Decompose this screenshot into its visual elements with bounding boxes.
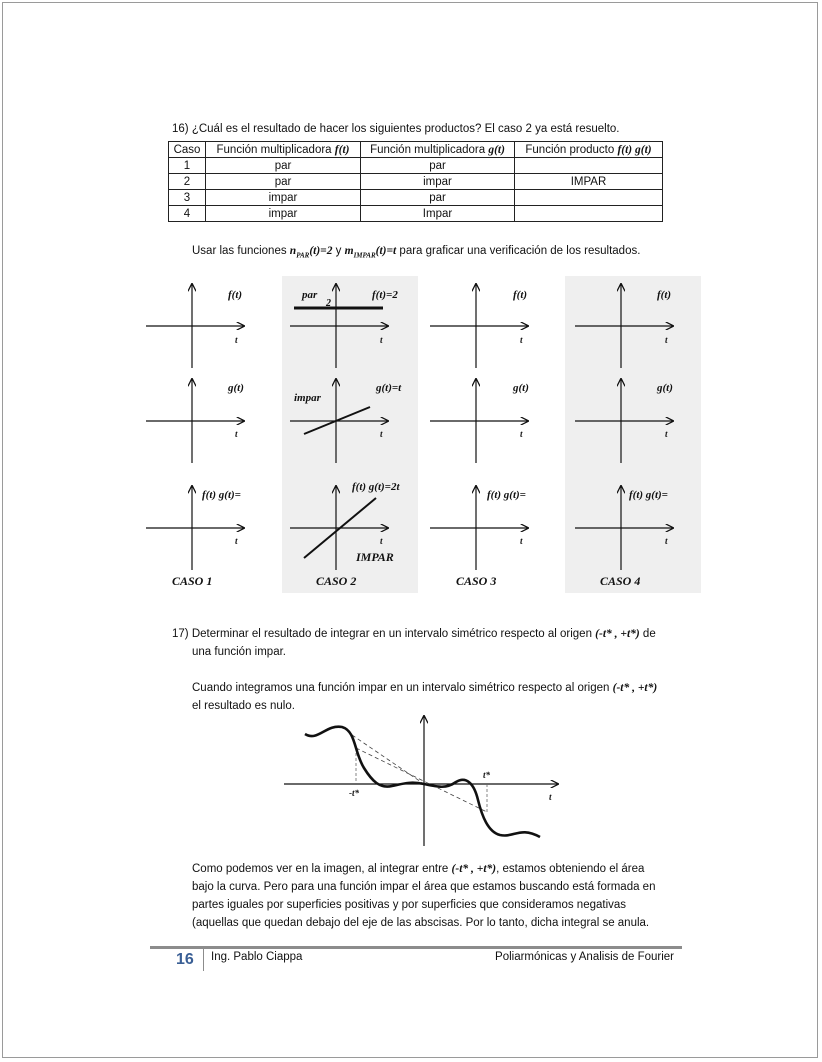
table-cell: Impar xyxy=(361,206,515,222)
label-fg: f(t) g(t)= xyxy=(629,489,668,501)
label-neg-t: -t* xyxy=(349,788,359,798)
question-17: 17) Determinar el resultado de integrar en un intervalo simétrico respecto al origen (-t* , +t*) de xyxy=(172,628,656,640)
footer-separator xyxy=(203,949,204,971)
answer-17-line2: el resultado es nulo. xyxy=(192,700,295,712)
instruction-text: Usar las funciones $n_{PAR}(t)=2$ y $m_{IMPAR}(t)=t$ para graficar una verificación de los resultados. xyxy=(192,245,641,260)
table-cell: 3 xyxy=(169,190,206,206)
header-caso: Caso xyxy=(169,142,206,158)
case-label: CASO 3 xyxy=(456,574,497,588)
table-cell: par xyxy=(206,158,361,174)
label-f: f(t) xyxy=(228,289,243,301)
header-f: Función multiplicadora f(t) xyxy=(206,142,361,158)
label-g: g(t) xyxy=(228,382,244,394)
secant-line xyxy=(352,735,424,784)
label-t: t xyxy=(235,536,238,546)
odd-function-curve xyxy=(305,727,540,837)
header-g: Función multiplicadora g(t) xyxy=(361,142,515,158)
label-t: t xyxy=(380,536,383,546)
label-two: 2 xyxy=(326,298,331,309)
explanation-line4: (aquellas que quedan debajo del eje de las abscisas. Por lo tanto, dicha integral se anula. xyxy=(192,917,650,929)
footer-rule xyxy=(150,946,682,949)
label-t: t xyxy=(235,429,238,439)
label-fg-eq: f(t) g(t)=2t xyxy=(352,481,400,493)
label-t: t xyxy=(520,335,523,345)
label-pos-t: t* xyxy=(483,770,491,780)
label-t: t xyxy=(665,429,668,439)
label-t: t xyxy=(520,536,523,546)
label-g: g(t) xyxy=(513,382,529,394)
table-cell: 2 xyxy=(169,174,206,190)
label-t: t xyxy=(665,536,668,546)
footer-title: Poliarmónicas y Analisis de Fourier xyxy=(495,951,674,963)
label-fg: f(t) g(t)= xyxy=(202,489,241,501)
table-cell: par xyxy=(361,190,515,206)
case-label: CASO 4 xyxy=(600,574,641,588)
label-g-eq: g(t)=t xyxy=(376,382,402,394)
label-f-eq: f(t)=2 xyxy=(372,289,398,301)
table-cell: impar xyxy=(206,190,361,206)
footer-author: Ing. Pablo Ciappa xyxy=(211,951,303,963)
explanation-line1: Como podemos ver en la imagen, al integrar entre (-t* , +t*), estamos obteniendo el área xyxy=(192,863,645,875)
label-t: t xyxy=(380,429,383,439)
label-t: t xyxy=(665,335,668,345)
label-impar: impar xyxy=(294,392,321,404)
label-t: t xyxy=(520,429,523,439)
label-fg: f(t) g(t)= xyxy=(487,489,526,501)
case-label: CASO 1 xyxy=(172,574,213,588)
table-cell: IMPAR xyxy=(515,174,663,190)
page-number: 16 xyxy=(176,951,194,968)
label-t: t xyxy=(549,792,552,802)
table-cell: impar xyxy=(206,206,361,222)
header-product: Función producto f(t) g(t) xyxy=(515,142,663,158)
answer-17: Cuando integramos una función impar en un intervalo simétrico respecto al origen (-t* , +t*) xyxy=(192,682,658,694)
table-cell: par xyxy=(206,174,361,190)
label-f: f(t) xyxy=(513,289,528,301)
question-number: 16) xyxy=(172,123,189,135)
table-cell: par xyxy=(361,158,515,174)
label-t: t xyxy=(235,335,238,345)
explanation-line3: partes iguales por superficies positivas y por superficies que consideramos negativas xyxy=(192,899,627,911)
table-cell: impar xyxy=(361,174,515,190)
question-17-line2: una función impar. xyxy=(192,646,286,658)
label-IMPAR: IMPAR xyxy=(356,550,394,564)
label-par: par xyxy=(302,289,318,301)
table-cell: 1 xyxy=(169,158,206,174)
label-t: t xyxy=(380,335,383,345)
table-cell: 4 xyxy=(169,206,206,222)
case-label: CASO 2 xyxy=(316,574,357,588)
label-f: f(t) xyxy=(657,289,672,301)
label-g: g(t) xyxy=(657,382,673,394)
explanation-line2: bajo la curva. Pero para una función impar el área que estamos buscando está formada en xyxy=(192,881,656,893)
question-text: ¿Cuál es el resultado de hacer los siguientes productos? El caso 2 ya está resuelto. xyxy=(191,123,620,135)
